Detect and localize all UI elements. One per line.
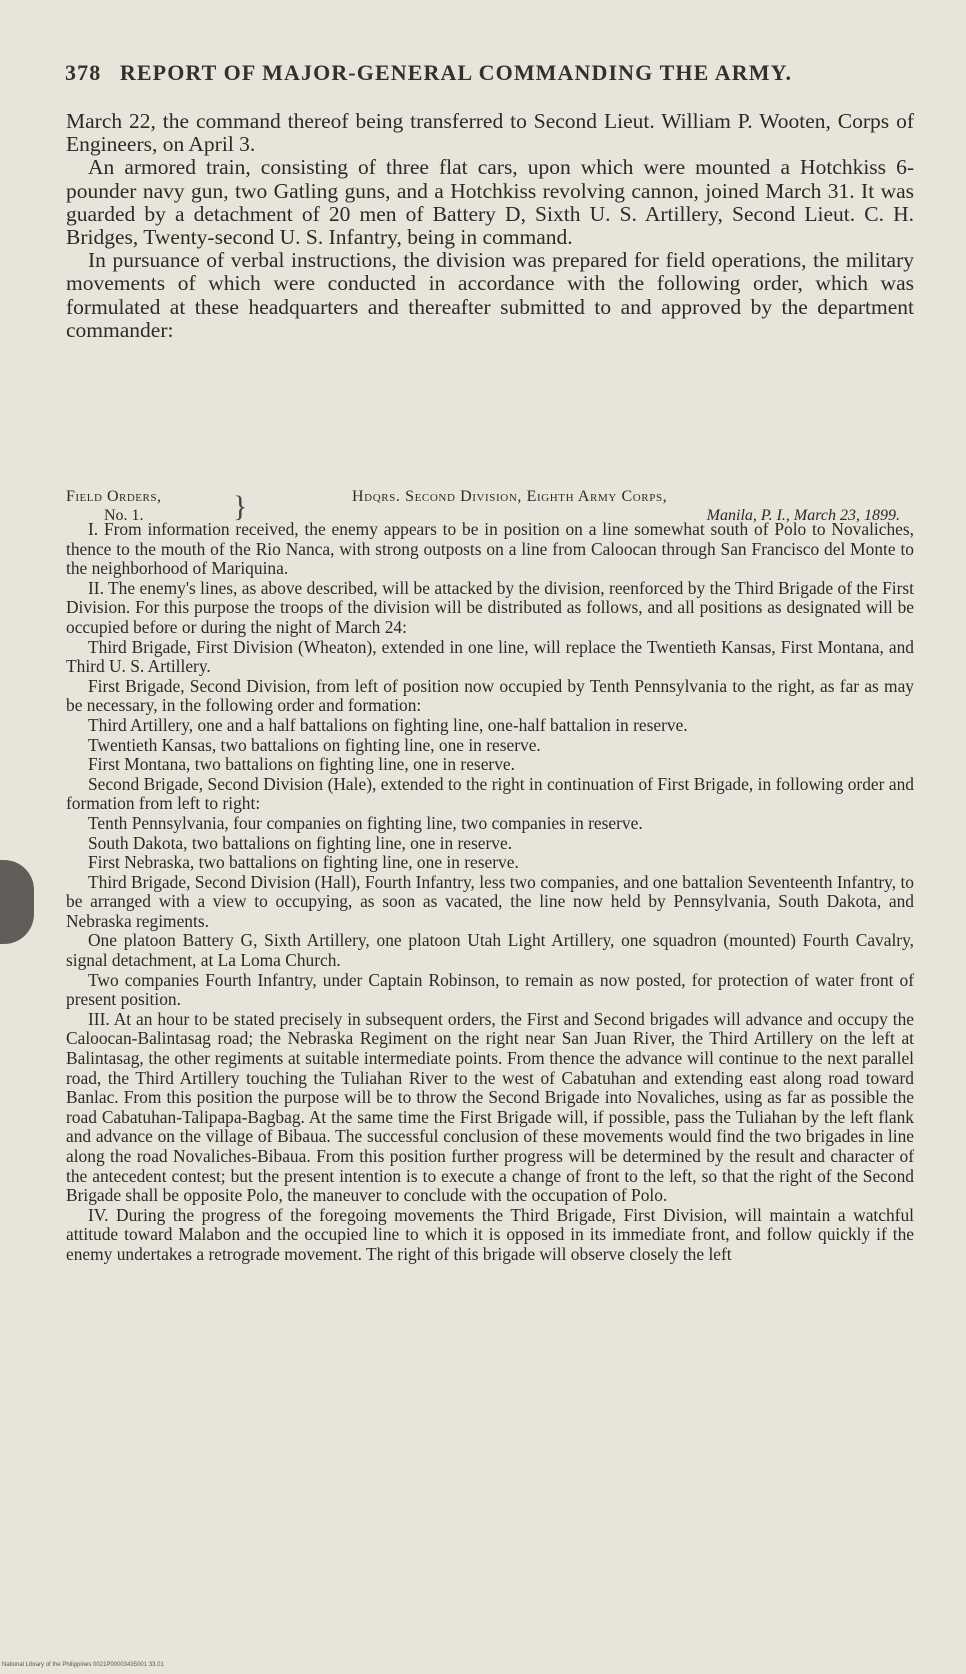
order-paragraph: Second Brigade, Second Division (Hale), extended to the right in continuation of First Brigade, in following order and formation from left to right: <box>66 773 914 814</box>
order-paragraph: IV. During the progress of the foregoing movements the Third Brigade, First Division, will maintain a watchful attitude toward Malabon and the occupied line to which it is opposed in its immediate front, and follow quickly if the enemy undertakes a retrograde movement. The right of this brigade will observe closely the left <box>66 1204 914 1264</box>
order-paragraph: Twentieth Kansas, two battalions on fighting line, one in reserve. <box>88 734 541 755</box>
page-header <box>65 60 905 86</box>
field-orders-number: No. 1. <box>104 507 144 524</box>
order-paragraph: First Montana, two battalions on fighting line, one in reserve. <box>88 754 515 775</box>
headquarters-label: Hdqrs. Second Division, Eighth Army Corps, <box>352 488 668 505</box>
order-paragraph: One platoon Battery G, Sixth Artillery, one platoon Utah Light Artillery, one squadron (mounted) Fourth Cavalry, signal detachment, at La Loma Church. <box>66 930 914 971</box>
scan-footer: National Library of the Philippines 0021P00003435001 33.01 <box>2 1662 164 1668</box>
order-paragraph: Third Brigade, First Division (Wheaton), extended in one line, will replace the Twentieth Kansas, First Montana, and Third U. S. Artillery. <box>66 636 914 677</box>
order-paragraph: Third Brigade, Second Division (Hall), Fourth Infantry, less two companies, and one battalion Seventeenth Infantry, to be arranged with a view to occupying, as soon as vacated, the line now held by Pennsylvania, South Dakota, and Nebraska regiments. <box>66 871 914 931</box>
order-paragraph: I. From information received, the enemy appears to be in position on a line somewhat south of Polo to Novaliches, thence to the mouth of the Rio Nanca, with strong outposts on a line from Caloocan through San Francisco del Monte to the neighborhood of Mariquina. <box>66 519 914 579</box>
body-paragraph: An armored train, consisting of three flat cars, upon which were mounted a Hotchkiss 6-pounder navy gun, two Gatling guns, and a Hotchkiss revolving cannon, joined March 31. It was guarded by a detachment of 20 men of Battery D, Sixth U. S. Artillery, Second Lieut. C. H. Bridges, Twenty-second U. S. Infantry, being in command. <box>66 155 914 250</box>
body-paragraph: In pursuance of verbal instructions, the division was prepared for field operations, the military movements of which were conducted in accordance with the following order, which was formulated at these headquarters and thereafter submitted to and approved by the department commander: <box>66 248 914 342</box>
running-title: REPORT OF MAJOR-GENERAL COMMANDING THE ARMY. <box>119 60 793 85</box>
body-paragraph: March 22, the command thereof being transferred to Second Lieut. William P. Wooten, Corps of Engineers, on April 3. <box>66 109 914 157</box>
order-text <box>66 520 914 1265</box>
order-paragraph: Tenth Pennsylvania, four companies on fighting line, two companies in reserve. <box>88 812 643 833</box>
page-number: 378 <box>65 60 102 85</box>
order-paragraph: III. At an hour to be stated precisely in subsequent orders, the First and Second brigades will advance and occupy the Caloocan-Balintasag road; the Nebraska Regiment on the right near San Juan River, the Third Artillery on the left at Balintasag, the other regiments at suitable intermediate points. From thence the advance will continue to the next parallel road, the Third Artillery touching the Tuliahan River to the west of Cabatuhan and extending east along road toward Banlac. From this position the purpose will be to throw the Second Brigade into Novaliches, using as far as possible the road Cabatuhan-Talipapa-Bagbag. At the same time the First Brigade will, if possible, pass the Tuliahan by the left flank and advance on the village of Bibaua. The successful conclusion of these movements would find the two brigades in line along the road Novaliches-Bibaua. From this position further progress will be determined by the result and character of the antecedent contest; but the present intention is to execute a change of front to the left, so that the right of the Second Brigade shall be opposite Polo, the maneuver to conclude with the occupation of Polo. <box>66 1008 914 1206</box>
body-text <box>66 110 914 342</box>
order-paragraph: II. The enemy's lines, as above described, will be attacked by the division, reenforced by the Third Brigade of the First Division. For this purpose the troops of the division will be distributed as follows, and all positions as designated will be occupied before or during the night of March 24: <box>66 577 914 637</box>
order-paragraph: First Brigade, Second Division, from left of position now occupied by Tenth Pennsylvania to the right, as far as may be necessary, in the following order and formation: <box>66 675 914 716</box>
field-orders-label: Field Orders, <box>66 488 162 505</box>
scan-edge-stain <box>0 860 34 944</box>
order-paragraph: South Dakota, two battalions on fighting line, one in reserve. <box>88 832 513 853</box>
order-paragraph: First Nebraska, two battalions on fighting line, one in reserve. <box>88 852 519 873</box>
order-paragraph: Two companies Fourth Infantry, under Captain Robinson, to remain as now posted, for protection of water front of present position. <box>66 969 914 1010</box>
order-paragraph: Third Artillery, one and a half battalions on fighting line, one-half battalion in reserve. <box>88 714 688 735</box>
brace-glyph: } <box>233 490 248 523</box>
place-date: Manila, P. I., March 23, 1899. <box>706 507 900 524</box>
